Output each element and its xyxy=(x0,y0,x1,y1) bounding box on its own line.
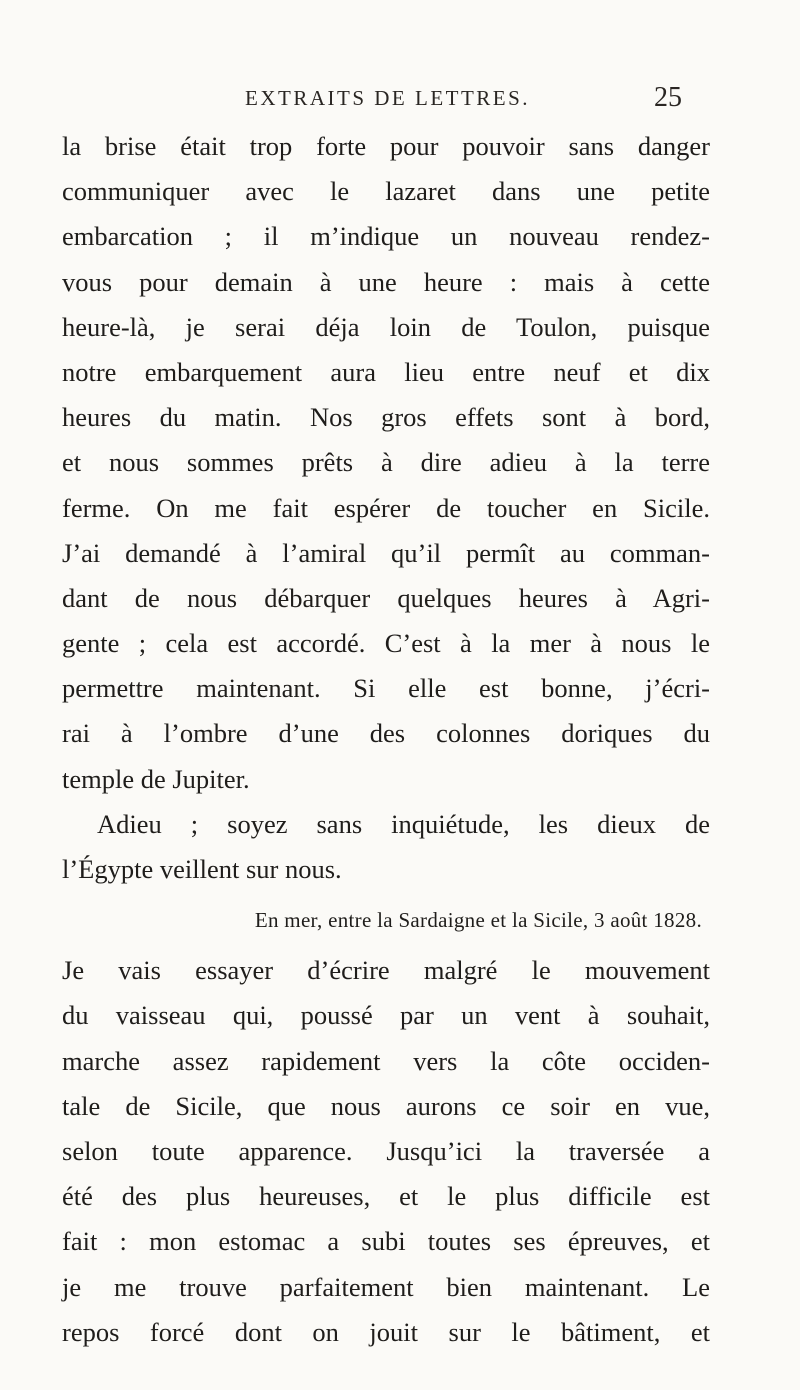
text-line: communiquer avec le lazaret dans une petite xyxy=(62,176,710,207)
text-line: heures du matin. Nos gros effets sont à bord, xyxy=(62,402,710,433)
text-line: Je vais essayer d’écrire malgré le mouvement xyxy=(62,955,710,986)
paragraph-2 xyxy=(62,802,710,892)
body-text xyxy=(62,124,710,1355)
text-line: la brise était trop forte pour pouvoir sans danger xyxy=(62,131,710,161)
text-line: notre embarquement aura lieu entre neuf et dix xyxy=(62,356,710,387)
letter-dateline: En mer, entre la Sardaigne et la Sicile, 3 août 1828. xyxy=(254,908,702,933)
text-line: marche assez rapidement vers la côte occiden- xyxy=(62,1045,710,1076)
text-line: Adieu ; soyez sans inquiétude, les dieux de xyxy=(97,808,710,839)
text-line: vous pour demain à une heure : mais à cette xyxy=(62,266,710,297)
page-header xyxy=(0,82,800,122)
text-line: temple de Jupiter. xyxy=(62,763,250,794)
text-line: dant de nous débarquer quelques heures à Agri- xyxy=(62,582,710,613)
text-line: permettre maintenant. Si elle est bonne, j’écri- xyxy=(62,673,710,704)
paragraph-1 xyxy=(62,124,710,802)
text-line: tale de Sicile, que nous aurons ce soir en vue, xyxy=(62,1090,710,1121)
text-line: fait : mon estomac a subi toutes ses épreuves, et xyxy=(62,1226,710,1257)
text-line: heure-là, je serai déja loin de Toulon, puisque xyxy=(62,311,710,342)
page-number: 25 xyxy=(654,82,682,113)
text-line: du vaisseau qui, poussé par un vent à souhait, xyxy=(62,1000,710,1031)
text-line: repos forcé dont on jouit sur le bâtiment, et xyxy=(62,1316,710,1347)
text-line: gente ; cela est accordé. C’est à la mer à nous le xyxy=(62,628,710,659)
text-line: je me trouve parfaitement bien maintenant. Le xyxy=(62,1271,710,1302)
text-line: l’Égypte veillent sur nous. xyxy=(62,854,342,884)
text-line: J’ai demandé à l’amiral qu’il permît au comman- xyxy=(62,537,710,568)
paragraph-3 xyxy=(62,948,710,1355)
text-line: embarcation ; il m’indique un nouveau rendez- xyxy=(62,221,710,252)
text-line: rai à l’ombre d’une des colonnes doriques du xyxy=(62,718,710,749)
text-line: été des plus heureuses, et le plus difficile est xyxy=(62,1181,710,1212)
text-line: selon toute apparence. Jusqu’ici la traversée a xyxy=(62,1135,710,1166)
text-line: ferme. On me fait espérer de toucher en Sicile. xyxy=(62,492,710,523)
text-line: et nous sommes prêts à dire adieu à la terre xyxy=(62,447,710,478)
running-title: EXTRAITS DE LETTRES. xyxy=(245,86,531,110)
